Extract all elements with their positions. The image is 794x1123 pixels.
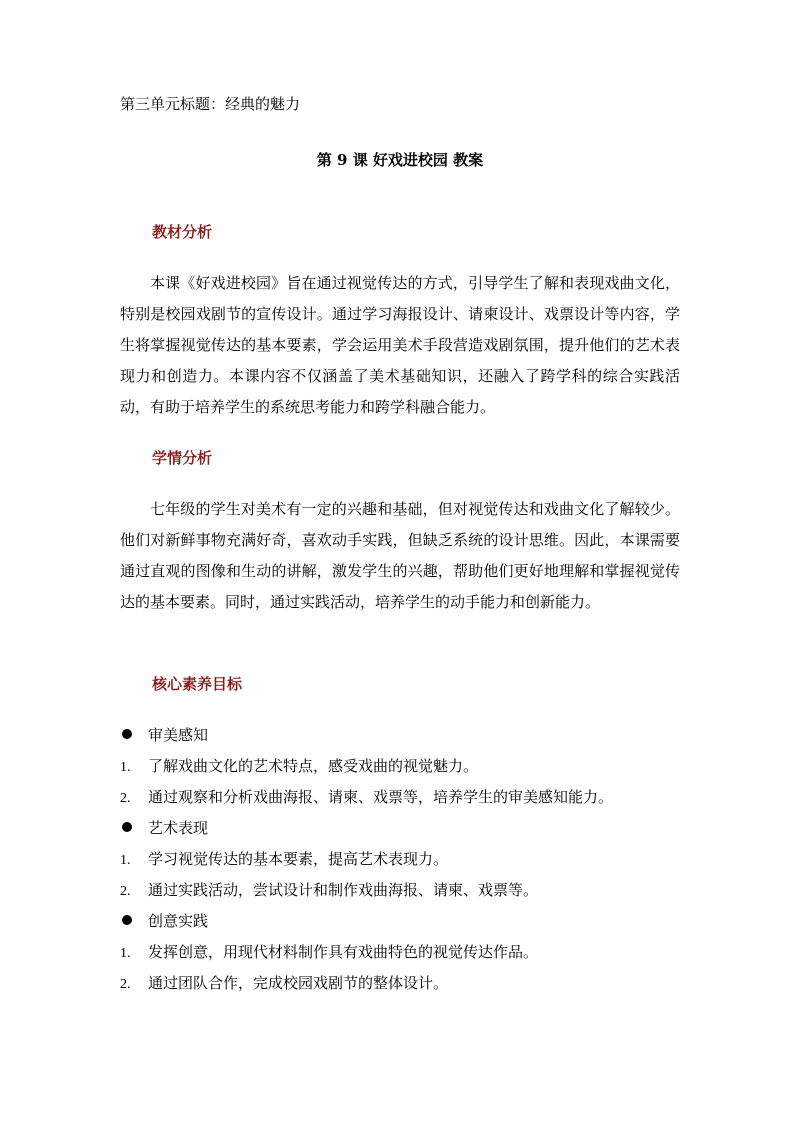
bullet-icon	[122, 822, 132, 832]
list-item-text: 通过团队合作，完成校园戏剧节的整体设计。	[148, 974, 449, 992]
list-item-number: 1.	[120, 946, 131, 961]
goal-group-creative-practice	[120, 909, 208, 933]
section-heading-textbook-analysis: 教材分析	[152, 223, 213, 241]
list-item	[120, 971, 448, 995]
list-item-number: 2.	[120, 884, 131, 899]
bullet-icon	[122, 729, 132, 739]
goal-group-title: 创意实践	[148, 912, 209, 930]
list-item-number: 1.	[120, 853, 131, 868]
list-item	[120, 940, 538, 964]
list-item	[120, 785, 613, 809]
list-item-text: 通过实践活动，尝试设计和制作戏曲海报、请柬、戏票等。	[148, 881, 539, 899]
lesson-title: 第 9 课 好戏进校园 教案	[316, 151, 484, 169]
goal-group-artistic-expression	[120, 816, 208, 840]
goal-group-title: 艺术表现	[148, 819, 209, 837]
goal-group-title: 审美感知	[148, 726, 209, 744]
bullet-icon	[122, 915, 132, 925]
section-heading-core-goals: 核心素养目标	[152, 675, 243, 693]
goal-group-aesthetic	[120, 723, 208, 747]
section-heading-student-analysis: 学情分析	[152, 449, 213, 467]
list-item	[120, 847, 448, 871]
textbook-analysis-paragraph: 本课《好戏进校园》旨在通过视觉传达的方式，引导学生了解和表现戏曲文化，特别是校园戏剧节的宣传设计。通过学习海报设计、请柬设计、戏票设计等内容，学生将掌握视觉传达的基本要素，学会运用美术手段营造戏剧氛围，提升他们的艺术表现力和创造力。本课内容不仅涵盖了美术基础知识，还融入了跨学科的综合实践活动，有助于培养学生的系统思考能力和跨学科融合能力。	[120, 274, 680, 416]
list-item	[120, 878, 538, 902]
list-item	[120, 754, 478, 778]
list-item-number: 2.	[120, 977, 131, 992]
list-item-number: 1.	[120, 760, 131, 775]
list-item-text: 了解戏曲文化的艺术特点，感受戏曲的视觉魅力。	[148, 757, 479, 775]
unit-title: 第三单元标题：经典的魅力	[120, 95, 301, 113]
list-item-text: 发挥创意，用现代材料制作具有戏曲特色的视觉传达作品。	[148, 943, 539, 961]
list-item-number: 2.	[120, 791, 131, 806]
list-item-text: 通过观察和分析戏曲海报、请柬、戏票等，培养学生的审美感知能力。	[148, 788, 614, 806]
list-item-text: 学习视觉传达的基本要素，提高艺术表现力。	[148, 850, 449, 868]
student-analysis-paragraph: 七年级的学生对美术有一定的兴趣和基础，但对视觉传达和戏曲文化了解较少。他们对新鲜事物充满好奇，喜欢动手实践，但缺乏系统的设计思维。因此，本课需要通过直观的图像和生动的讲解，激发学生的兴趣，帮助他们更好地理解和掌握视觉传达的基本要素。同时，通过实践活动，培养学生的动手能力和创新能力。	[120, 500, 680, 611]
